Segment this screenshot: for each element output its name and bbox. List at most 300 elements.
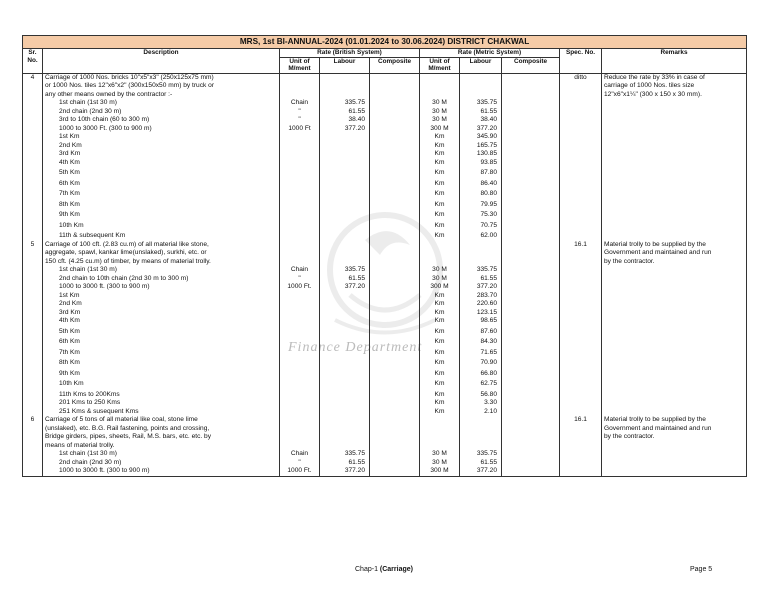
- metric-composite-cell: [502, 347, 560, 358]
- spec-no-cell: [560, 368, 602, 379]
- remarks-cell: [602, 167, 747, 178]
- british-labour-cell: 38.40: [320, 116, 370, 125]
- description-header: Description: [43, 49, 280, 74]
- british-unit-cell: [280, 326, 320, 337]
- spec-no-cell: [560, 399, 602, 408]
- metric-unit-cell: Km: [420, 178, 460, 189]
- british-composite-cell: [370, 408, 420, 417]
- table-row: [23, 378, 747, 389]
- british-unit-cell: 1000 Ft.: [280, 467, 320, 476]
- british-unit-cell: [280, 258, 320, 267]
- metric-labour-cell: 220.60: [460, 300, 502, 309]
- metric-composite-cell: [502, 199, 560, 210]
- british-unit-cell: [280, 73, 320, 82]
- british-unit-cell: [280, 416, 320, 425]
- british-unit-cell: [280, 133, 320, 142]
- remarks-cell: [602, 220, 747, 231]
- british-unit-cell: [280, 82, 320, 91]
- british-labour-cell: [320, 357, 370, 368]
- table-row: [23, 433, 747, 442]
- british-labour-cell: [320, 317, 370, 326]
- metric-composite-cell: [502, 178, 560, 189]
- remarks-cell: [602, 347, 747, 358]
- remarks-cell: [602, 209, 747, 220]
- british-composite-cell: [370, 433, 420, 442]
- sr-no-cell: 6: [23, 416, 43, 425]
- metric-unit-cell: [420, 258, 460, 267]
- spec-no-cell: [560, 99, 602, 108]
- table-row: [23, 347, 747, 358]
- metric-labour-cell: [460, 433, 502, 442]
- british-unit-cell: [280, 188, 320, 199]
- spec-no-cell: [560, 220, 602, 231]
- metric-labour-cell: 283.70: [460, 292, 502, 301]
- british-composite-header: Composite: [370, 57, 420, 73]
- spec-no-cell: [560, 209, 602, 220]
- metric-unit-cell: Km: [420, 230, 460, 241]
- british-unit-cell: [280, 150, 320, 159]
- british-composite-cell: [370, 442, 420, 451]
- metric-labour-cell: 165.75: [460, 142, 502, 151]
- metric-unit-header: Unit of M/ment: [420, 57, 460, 73]
- rate-table: [22, 35, 747, 477]
- british-composite-cell: [370, 249, 420, 258]
- metric-labour-cell: 87.80: [460, 167, 502, 178]
- metric-unit-cell: Km: [420, 209, 460, 220]
- spec-no-cell: [560, 450, 602, 459]
- spec-no-cell: [560, 283, 602, 292]
- sr-no-cell: [23, 275, 43, 284]
- metric-unit-cell: [420, 442, 460, 451]
- table-row: [23, 91, 747, 100]
- british-composite-cell: [370, 116, 420, 125]
- metric-unit-cell: Km: [420, 309, 460, 318]
- description-cell: 9th Km: [43, 209, 280, 220]
- metric-unit-cell: 30 M: [420, 275, 460, 284]
- british-unit-cell: Chain: [280, 450, 320, 459]
- metric-unit-cell: 300 M: [420, 125, 460, 134]
- table-title: MRS, 1st BI-ANNUAL-2024 (01.01.2024 to 30.06.2024) DISTRICT CHAKWAL: [23, 36, 747, 49]
- british-unit-cell: [280, 199, 320, 210]
- table-row: [23, 142, 747, 151]
- spec-no-cell: [560, 300, 602, 309]
- british-labour-cell: [320, 150, 370, 159]
- metric-composite-cell: [502, 433, 560, 442]
- sr-no-cell: [23, 408, 43, 417]
- remarks-cell: [602, 317, 747, 326]
- sr-no-cell: [23, 336, 43, 347]
- table-row: [23, 125, 747, 134]
- remarks-cell: [602, 188, 747, 199]
- british-composite-cell: [370, 425, 420, 434]
- description-cell: 3rd Km: [43, 150, 280, 159]
- description-cell: 4th Km: [43, 159, 280, 168]
- remarks-cell: [602, 459, 747, 468]
- metric-labour-cell: 66.80: [460, 368, 502, 379]
- remarks-cell: [602, 292, 747, 301]
- metric-labour-cell: 61.55: [460, 459, 502, 468]
- metric-unit-cell: [420, 433, 460, 442]
- metric-composite-cell: [502, 399, 560, 408]
- british-labour-cell: 61.55: [320, 275, 370, 284]
- spec-no-cell: [560, 459, 602, 468]
- british-unit-cell: [280, 159, 320, 168]
- table-row: [23, 336, 747, 347]
- british-labour-cell: [320, 416, 370, 425]
- remarks-cell: [602, 368, 747, 379]
- metric-unit-cell: Km: [420, 142, 460, 151]
- spec-no-cell: [560, 142, 602, 151]
- british-labour-cell: [320, 389, 370, 400]
- spec-no-cell: [560, 378, 602, 389]
- metric-unit-cell: 30 M: [420, 450, 460, 459]
- metric-labour-cell: 70.75: [460, 220, 502, 231]
- spec-no-cell: [560, 91, 602, 100]
- british-composite-cell: [370, 91, 420, 100]
- british-unit-cell: ": [280, 116, 320, 125]
- british-composite-cell: [370, 125, 420, 134]
- spec-no-cell: [560, 326, 602, 337]
- british-composite-cell: [370, 73, 420, 82]
- british-labour-cell: [320, 159, 370, 168]
- metric-unit-cell: [420, 249, 460, 258]
- metric-unit-cell: Km: [420, 133, 460, 142]
- british-labour-cell: [320, 442, 370, 451]
- british-labour-cell: [320, 347, 370, 358]
- metric-composite-cell: [502, 309, 560, 318]
- remarks-cell: Material trolly to be supplied by the: [602, 241, 747, 250]
- spec-no-cell: [560, 309, 602, 318]
- metric-labour-cell: 80.80: [460, 188, 502, 199]
- spec-no-cell: [560, 266, 602, 275]
- sr-no-cell: [23, 425, 43, 434]
- sr-no-cell: [23, 442, 43, 451]
- british-labour-cell: [320, 220, 370, 231]
- remarks-cell: [602, 283, 747, 292]
- metric-labour-cell: [460, 425, 502, 434]
- remarks-cell: by the contractor.: [602, 433, 747, 442]
- metric-labour-cell: 93.85: [460, 159, 502, 168]
- remarks-cell: [602, 389, 747, 400]
- british-labour-cell: [320, 241, 370, 250]
- spec-no-cell: [560, 249, 602, 258]
- metric-labour-cell: 61.55: [460, 108, 502, 117]
- table-row: [23, 357, 747, 368]
- description-cell: 11th Kms to 200Kms: [43, 389, 280, 400]
- table-row: [23, 150, 747, 159]
- british-labour-cell: [320, 368, 370, 379]
- metric-labour-cell: [460, 241, 502, 250]
- british-composite-cell: [370, 220, 420, 231]
- table-row: [23, 258, 747, 267]
- chapter-prefix: Chap-1: [355, 566, 380, 573]
- british-labour-cell: [320, 209, 370, 220]
- description-cell: or 1000 Nos. tiles 12"x6"x2" (300x150x50 mm) by truck or: [43, 82, 280, 91]
- metric-composite-cell: [502, 99, 560, 108]
- sr-no-cell: [23, 399, 43, 408]
- british-labour-cell: [320, 326, 370, 337]
- remarks-cell: [602, 336, 747, 347]
- metric-labour-cell: 123.15: [460, 309, 502, 318]
- metric-composite-cell: [502, 73, 560, 82]
- british-unit-cell: [280, 209, 320, 220]
- sr-no-cell: [23, 317, 43, 326]
- table-row: [23, 425, 747, 434]
- british-labour-cell: [320, 300, 370, 309]
- metric-unit-cell: Km: [420, 150, 460, 159]
- table-row: [23, 82, 747, 91]
- sr-no-cell: [23, 199, 43, 210]
- sr-no-cell: [23, 125, 43, 134]
- sr-no-cell: [23, 389, 43, 400]
- spec-no-cell: [560, 188, 602, 199]
- table-row: [23, 249, 747, 258]
- remarks-cell: [602, 467, 747, 476]
- remarks-cell: Government and maintained and run: [602, 425, 747, 434]
- sr-no-cell: [23, 159, 43, 168]
- metric-labour-cell: 87.60: [460, 326, 502, 337]
- metric-composite-cell: [502, 133, 560, 142]
- british-labour-cell: [320, 258, 370, 267]
- british-composite-cell: [370, 142, 420, 151]
- remarks-cell: Reduce the rate by 33% in case of: [602, 73, 747, 82]
- sr-no-cell: [23, 309, 43, 318]
- metric-labour-cell: [460, 416, 502, 425]
- british-labour-cell: [320, 142, 370, 151]
- description-cell: 10th Km: [43, 378, 280, 389]
- metric-composite-cell: [502, 125, 560, 134]
- spec-no-cell: [560, 258, 602, 267]
- table-row: [23, 292, 747, 301]
- british-unit-cell: [280, 309, 320, 318]
- british-unit-cell: ": [280, 459, 320, 468]
- british-labour-cell: [320, 433, 370, 442]
- british-unit-cell: [280, 230, 320, 241]
- metric-composite-cell: [502, 266, 560, 275]
- metric-composite-cell: [502, 408, 560, 417]
- british-labour-cell: 335.75: [320, 450, 370, 459]
- british-composite-cell: [370, 150, 420, 159]
- description-cell: 9th Km: [43, 368, 280, 379]
- metric-composite-cell: [502, 416, 560, 425]
- metric-unit-cell: 300 M: [420, 283, 460, 292]
- remarks-cell: [602, 442, 747, 451]
- metric-composite-cell: [502, 467, 560, 476]
- british-composite-cell: [370, 467, 420, 476]
- table-body: [23, 73, 747, 476]
- british-labour-cell: 377.20: [320, 283, 370, 292]
- metric-labour-cell: 377.20: [460, 283, 502, 292]
- table-row: [23, 275, 747, 284]
- sr-no-cell: [23, 116, 43, 125]
- table-row: [23, 230, 747, 241]
- description-cell: 3rd to 10th chain (60 to 300 m): [43, 116, 280, 125]
- remarks-cell: [602, 108, 747, 117]
- british-unit-cell: [280, 357, 320, 368]
- metric-composite-cell: [502, 108, 560, 117]
- metric-composite-cell: [502, 220, 560, 231]
- british-labour-cell: [320, 378, 370, 389]
- sr-no-cell: [23, 368, 43, 379]
- remarks-cell: [602, 125, 747, 134]
- british-labour-cell: 335.75: [320, 99, 370, 108]
- sr-no-cell: [23, 450, 43, 459]
- metric-labour-cell: 79.95: [460, 199, 502, 210]
- metric-labour-cell: 335.75: [460, 450, 502, 459]
- spec-no-cell: [560, 336, 602, 347]
- british-composite-cell: [370, 347, 420, 358]
- british-unit-cell: [280, 300, 320, 309]
- table-row: [23, 368, 747, 379]
- british-unit-cell: [280, 368, 320, 379]
- british-labour-cell: [320, 82, 370, 91]
- table-row: [23, 283, 747, 292]
- metric-labour-cell: 377.20: [460, 125, 502, 134]
- description-cell: 3rd Km: [43, 309, 280, 318]
- sr-no-cell: [23, 467, 43, 476]
- table-row: [23, 442, 747, 451]
- british-composite-cell: [370, 317, 420, 326]
- british-labour-cell: [320, 230, 370, 241]
- description-cell: 1st Km: [43, 133, 280, 142]
- british-labour-cell: 335.75: [320, 266, 370, 275]
- table-row: [23, 199, 747, 210]
- british-composite-cell: [370, 459, 420, 468]
- metric-labour-cell: 70.90: [460, 357, 502, 368]
- metric-labour-cell: 61.55: [460, 275, 502, 284]
- british-composite-cell: [370, 241, 420, 250]
- remarks-cell: [602, 450, 747, 459]
- british-composite-cell: [370, 108, 420, 117]
- metric-unit-cell: Km: [420, 292, 460, 301]
- sr-no-cell: [23, 167, 43, 178]
- sr-no-cell: [23, 357, 43, 368]
- sr-no-cell: [23, 266, 43, 275]
- metric-labour-cell: 98.65: [460, 317, 502, 326]
- british-composite-cell: [370, 159, 420, 168]
- sr-no-cell: [23, 150, 43, 159]
- british-composite-cell: [370, 209, 420, 220]
- metric-unit-cell: Km: [420, 408, 460, 417]
- spec-no-cell: [560, 357, 602, 368]
- metric-rate-header: Rate (Metric System): [420, 49, 560, 58]
- british-composite-cell: [370, 99, 420, 108]
- table-row: [23, 133, 747, 142]
- metric-unit-cell: Km: [420, 389, 460, 400]
- british-labour-header: Labour: [320, 57, 370, 73]
- british-composite-cell: [370, 292, 420, 301]
- metric-composite-cell: [502, 150, 560, 159]
- british-unit-cell: [280, 249, 320, 258]
- metric-labour-cell: [460, 82, 502, 91]
- sr-no-cell: [23, 99, 43, 108]
- metric-composite-cell: [502, 82, 560, 91]
- british-labour-cell: 377.20: [320, 125, 370, 134]
- british-labour-cell: [320, 73, 370, 82]
- table-row: [23, 99, 747, 108]
- metric-labour-cell: 86.40: [460, 178, 502, 189]
- spec-no-cell: [560, 125, 602, 134]
- british-unit-cell: 1000 Ft.: [280, 283, 320, 292]
- description-cell: 2nd Km: [43, 142, 280, 151]
- remarks-cell: Government and maintained and run: [602, 249, 747, 258]
- metric-composite-cell: [502, 450, 560, 459]
- remarks-cell: carriage of 1000 Nos. tiles size: [602, 82, 747, 91]
- british-labour-cell: [320, 292, 370, 301]
- spec-no-cell: [560, 108, 602, 117]
- description-cell: 5th Km: [43, 167, 280, 178]
- table-row: [23, 73, 747, 82]
- british-composite-cell: [370, 178, 420, 189]
- metric-unit-cell: 30 M: [420, 108, 460, 117]
- british-unit-cell: [280, 317, 320, 326]
- spec-no-cell: 16.1: [560, 241, 602, 250]
- remarks-cell: [602, 150, 747, 159]
- british-labour-cell: [320, 408, 370, 417]
- sr-no-cell: [23, 178, 43, 189]
- table-row: [23, 167, 747, 178]
- metric-composite-cell: [502, 378, 560, 389]
- table-row: [23, 241, 747, 250]
- metric-labour-cell: 62.75: [460, 378, 502, 389]
- sr-no-cell: [23, 249, 43, 258]
- remarks-cell: [602, 199, 747, 210]
- spec-no-cell: [560, 408, 602, 417]
- remarks-cell: [602, 275, 747, 284]
- sr-no-cell: [23, 292, 43, 301]
- british-unit-cell: [280, 378, 320, 389]
- description-cell: means of material trolly.: [43, 442, 280, 451]
- british-labour-cell: [320, 188, 370, 199]
- sr-no-cell: [23, 108, 43, 117]
- description-cell: Carriage of 1000 Nos. bricks 10"x5"x3" (250x125x75 mm): [43, 73, 280, 82]
- table-row: [23, 326, 747, 337]
- metric-composite-cell: [502, 357, 560, 368]
- table-row: [23, 108, 747, 117]
- metric-unit-cell: Km: [420, 317, 460, 326]
- british-labour-cell: [320, 91, 370, 100]
- spec-no-cell: [560, 317, 602, 326]
- metric-labour-cell: 62.00: [460, 230, 502, 241]
- british-composite-cell: [370, 309, 420, 318]
- spec-no-cell: [560, 150, 602, 159]
- description-cell: Bridge girders, pipes, sheets, Rail, M.S. bars, etc. etc. by: [43, 433, 280, 442]
- sr-no-cell: 4: [23, 73, 43, 82]
- metric-composite-cell: [502, 142, 560, 151]
- spec-no-cell: [560, 292, 602, 301]
- metric-unit-cell: Km: [420, 368, 460, 379]
- british-unit-cell: Chain: [280, 266, 320, 275]
- metric-labour-header: Labour: [460, 57, 502, 73]
- british-unit-cell: Chain: [280, 99, 320, 108]
- table-row: [23, 188, 747, 199]
- metric-composite-cell: [502, 283, 560, 292]
- metric-labour-cell: [460, 249, 502, 258]
- spec-no-cell: [560, 275, 602, 284]
- sr-no-cell: [23, 433, 43, 442]
- british-unit-cell: [280, 178, 320, 189]
- metric-unit-cell: 300 M: [420, 467, 460, 476]
- description-cell: 1st chain (1st 30 m): [43, 99, 280, 108]
- spec-no-cell: 16.1: [560, 416, 602, 425]
- metric-composite-cell: [502, 241, 560, 250]
- british-labour-cell: 61.55: [320, 108, 370, 117]
- metric-composite-cell: [502, 336, 560, 347]
- description-cell: 6th Km: [43, 178, 280, 189]
- british-unit-cell: [280, 408, 320, 417]
- british-labour-cell: 377.20: [320, 467, 370, 476]
- metric-unit-cell: Km: [420, 347, 460, 358]
